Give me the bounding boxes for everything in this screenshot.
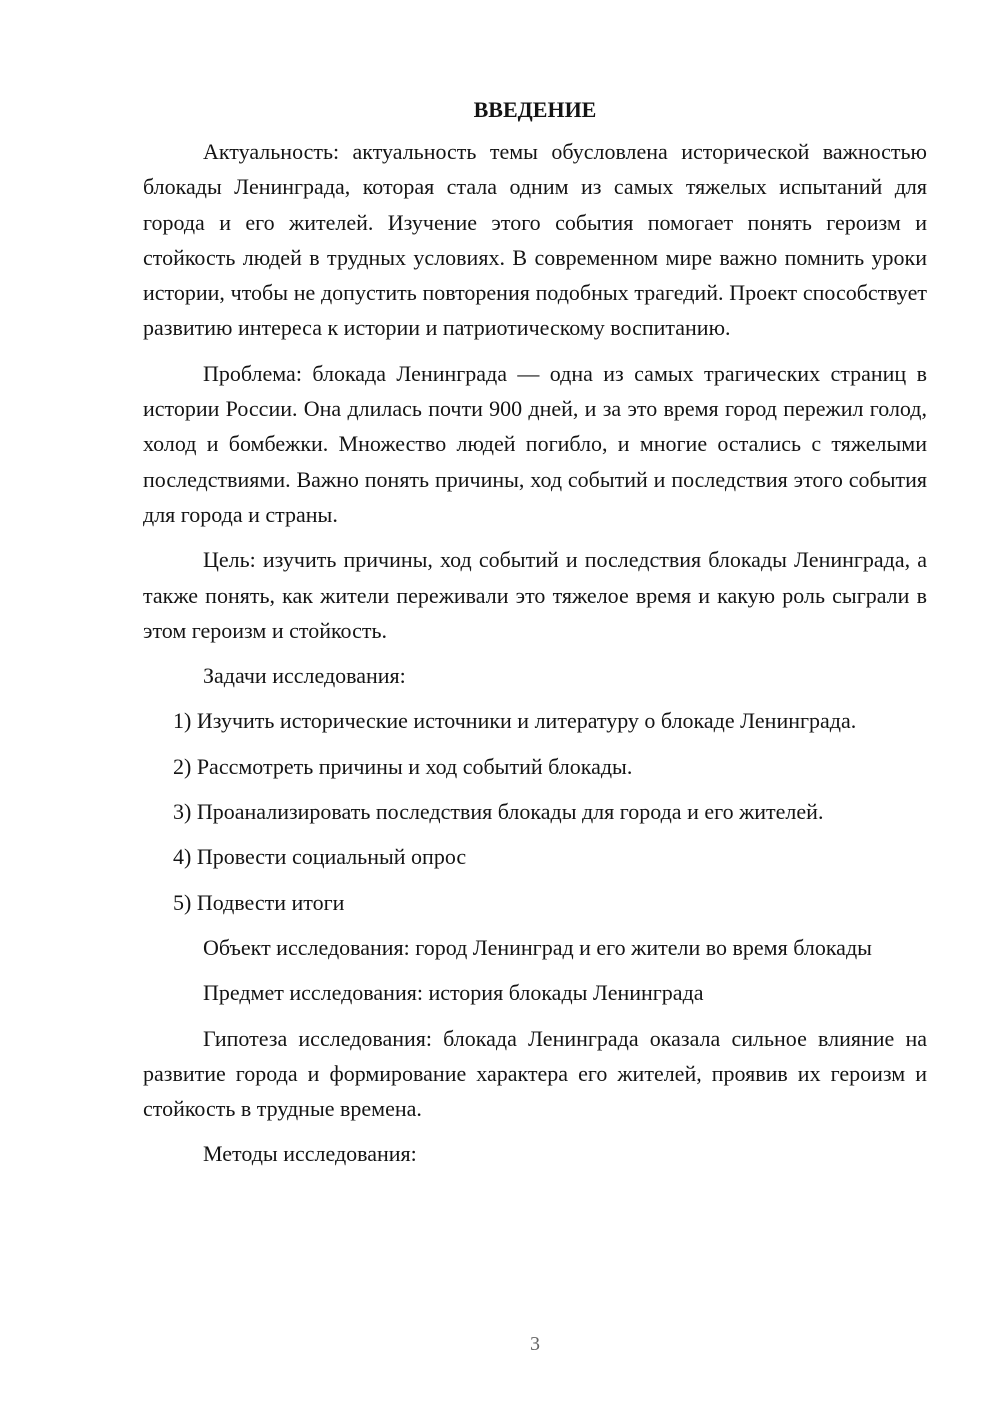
object-paragraph: Объект исследования: город Ленинград и его жители во время блокады: [203, 934, 872, 960]
section-title: ВВЕДЕНИЕ: [473, 97, 597, 122]
subject-paragraph: Предмет исследования: история блокады Ленинграда: [203, 980, 704, 1006]
task-item: 5) Подвести итоги: [173, 889, 345, 915]
methods-heading: Методы исследования:: [203, 1141, 417, 1167]
task-item: 1) Изучить исторические источники и литературу о блокаде Ленинграда.: [173, 708, 857, 734]
problem-paragraph: Проблема: блокада Ленинграда — одна из самых трагических страниц в истории России. Она длилась почти 900 дней, и за это время город пережил голод, холод и бомбежки. Множество людей погибло, и многие остались с тяжелыми последствиями. Важно понять причины, ход событий и последствия этого события для города и страны.: [143, 360, 927, 527]
task-item: 4) Провести социальный опрос: [173, 844, 467, 870]
goal-paragraph: Цель: изучить причины, ход событий и последствия блокады Ленинграда, а также понять, как жители переживали это тяжелое время и какую роль сыграли в этом героизм и стойкость.: [143, 547, 927, 643]
task-item: 2) Рассмотреть причины и ход событий блокады.: [173, 753, 633, 779]
document-page: [143, 95, 927, 1182]
tasks-heading: Задачи исследования:: [203, 663, 406, 689]
hypothesis-paragraph: Гипотеза исследования: блокада Ленинграда оказала сильное влияние на развитие города и формирование характера его жителей, проявив их героизм и стойкость в трудные времена.: [143, 1025, 927, 1122]
task-item: 3) Проанализировать последствия блокады для города и его жителей.: [173, 799, 824, 825]
page-number: 3: [530, 1333, 540, 1355]
relevance-paragraph: Актуальность: актуальность темы обусловлена исторической важностью блокады Ленинграда, которая стала одним из самых тяжелых испытаний для города и его жителей. Изучение этого события помогает понять героизм и стойкость людей в трудных условиях. В современном мире важно помнить уроки истории, чтобы не допустить повторения подобных трагедий. Проект способствует развитию интереса к истории и патриотическому воспитанию.: [143, 139, 927, 341]
